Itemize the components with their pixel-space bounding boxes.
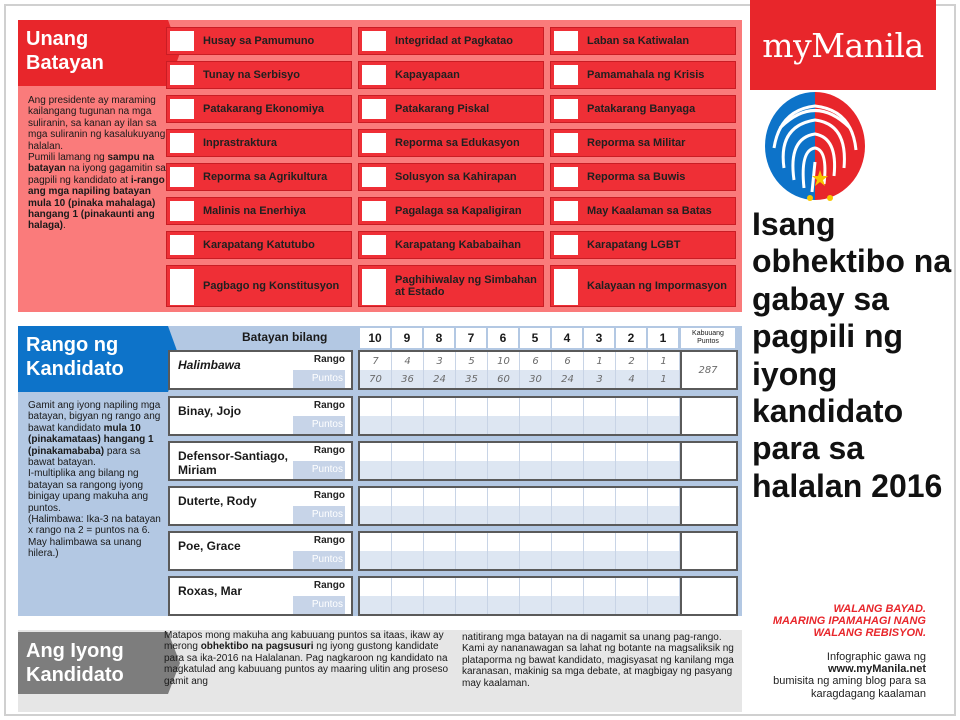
criterion-label: Integridad at Pagkatao [395, 35, 513, 47]
criterion-checkbox[interactable] [554, 235, 578, 255]
criterion-label: Paghihiwalay ng Simbahan at Estado [395, 274, 537, 298]
section1-title [18, 20, 168, 86]
points-cell[interactable] [488, 506, 520, 524]
rank-label: Rango [313, 580, 345, 591]
criterion-label: Reporma sa Agrikultura [203, 171, 328, 183]
criterion-checkbox[interactable] [554, 31, 578, 51]
points-cell[interactable] [456, 416, 488, 434]
points-cell[interactable] [520, 596, 552, 614]
points-cell: 70 [360, 370, 392, 388]
rank-cell[interactable] [584, 533, 616, 551]
points-label: Puntos [293, 416, 345, 434]
rank-cell[interactable] [552, 488, 584, 506]
criterion-checkbox[interactable] [554, 65, 578, 85]
criterion-checkbox[interactable] [362, 201, 386, 221]
points-cell: 4 [616, 370, 648, 388]
points-cell[interactable] [424, 551, 456, 569]
criteria-number: 2 [616, 328, 646, 348]
criterion-checkbox[interactable] [170, 269, 194, 305]
points-cell[interactable] [456, 506, 488, 524]
criterion-label: Malinis na Enerhiya [203, 205, 306, 217]
criterion-item [550, 27, 736, 55]
total-points-cell[interactable] [680, 443, 734, 479]
rank-cell[interactable] [488, 488, 520, 506]
criterion-checkbox[interactable] [170, 31, 194, 51]
score-cells [358, 396, 738, 436]
criterion-label: Patakarang Banyaga [587, 103, 696, 115]
rank-cell[interactable] [584, 443, 616, 461]
candidate-name: Duterte, Rody [178, 494, 257, 508]
points-cell[interactable] [456, 461, 488, 479]
criterion-label: Tunay na Serbisyo [203, 69, 300, 81]
points-cell[interactable] [488, 461, 520, 479]
criterion-item [550, 129, 736, 157]
criterion-item [358, 163, 544, 191]
criterion-label: Karapatang LGBT [587, 239, 681, 251]
points-cell[interactable] [360, 416, 392, 434]
rank-cell[interactable] [360, 578, 392, 596]
score-cells [358, 486, 738, 526]
criteria-number: 8 [424, 328, 454, 348]
points-cell[interactable] [360, 506, 392, 524]
criteria-number-label: Batayan bilang [242, 330, 328, 344]
criterion-item [550, 197, 736, 225]
criterion-label: Laban sa Katiwalan [587, 35, 690, 47]
criterion-checkbox[interactable] [362, 99, 386, 119]
rank-cell[interactable] [648, 578, 680, 596]
criterion-checkbox[interactable] [554, 269, 578, 305]
criterion-checkbox[interactable] [362, 167, 386, 187]
points-cell[interactable] [392, 551, 424, 569]
candidate-name-cell [168, 576, 353, 616]
criterion-checkbox[interactable] [170, 235, 194, 255]
points-cell[interactable] [392, 596, 424, 614]
section-ang-iyong-kandidato [18, 630, 742, 712]
total-points-cell[interactable] [680, 488, 734, 524]
rank-cell[interactable] [360, 443, 392, 461]
rank-label: Rango [313, 445, 345, 456]
rank-cell[interactable] [584, 398, 616, 416]
points-cell[interactable] [456, 596, 488, 614]
points-cell[interactable] [616, 461, 648, 479]
candidate-row [168, 486, 738, 526]
criteria-number: 1 [648, 328, 678, 348]
points-cell[interactable] [424, 506, 456, 524]
criterion-checkbox[interactable] [170, 167, 194, 187]
score-cells [358, 441, 738, 481]
points-cell[interactable] [616, 596, 648, 614]
criterion-checkbox[interactable] [554, 133, 578, 153]
total-points-cell: 287 [680, 352, 734, 388]
section2-title [18, 326, 168, 392]
criterion-item [358, 265, 544, 307]
rank-cell[interactable] [520, 533, 552, 551]
points-cell[interactable] [392, 416, 424, 434]
points-cell[interactable] [616, 506, 648, 524]
points-cell[interactable] [552, 551, 584, 569]
section2-title-line1: Rango ng [26, 334, 119, 356]
points-cell: 1 [648, 370, 680, 388]
section1-title-line2: Batayan [26, 52, 104, 74]
rank-cell[interactable] [616, 488, 648, 506]
candidate-name-cell [168, 441, 353, 481]
points-cell[interactable] [424, 461, 456, 479]
points-cell[interactable] [392, 506, 424, 524]
points-cell[interactable] [616, 551, 648, 569]
rank-cell[interactable] [392, 533, 424, 551]
points-cell[interactable] [584, 506, 616, 524]
rank-cell[interactable] [456, 533, 488, 551]
criterion-label: Kalayaan ng Impormasyon [587, 280, 727, 292]
criterion-checkbox[interactable] [170, 65, 194, 85]
criterion-item [358, 27, 544, 55]
site-link[interactable]: www.myManila.net [827, 663, 926, 676]
rank-cell[interactable] [488, 443, 520, 461]
rank-cell[interactable] [392, 398, 424, 416]
rank-cell[interactable] [552, 443, 584, 461]
headline: Isang obhektibo na gabay sa pagpili ng iyong kandidato para sa halalan 2016 [752, 206, 952, 504]
section1-title-line1: Unang [26, 28, 89, 50]
rank-cell[interactable] [648, 443, 680, 461]
rank-label: Rango [313, 354, 345, 365]
rank-cell[interactable] [488, 398, 520, 416]
rank-cell[interactable] [552, 578, 584, 596]
section2-desc-p3: (Halimbawa: Ika-3 na batayan x rango na 2 = puntos na 6. May halimbawa sa unang hilera.) [28, 514, 161, 560]
section-rango-ng-kandidato [18, 326, 742, 616]
rank-cell: 6 [520, 352, 552, 370]
points-cell[interactable] [392, 461, 424, 479]
score-cells [358, 531, 738, 571]
rank-cell[interactable] [616, 443, 648, 461]
candidate-row [168, 576, 738, 616]
rank-cell[interactable] [392, 488, 424, 506]
total-points-header: Kabuuang Puntos [681, 328, 735, 348]
rank-cell[interactable] [488, 578, 520, 596]
criterion-item [166, 61, 352, 89]
criteria-number: 7 [456, 328, 486, 348]
points-cell[interactable] [424, 416, 456, 434]
criterion-checkbox[interactable] [170, 201, 194, 221]
rank-cell[interactable] [360, 398, 392, 416]
points-cell[interactable] [424, 596, 456, 614]
rank-cell[interactable] [360, 488, 392, 506]
points-label: Puntos [293, 370, 345, 388]
criterion-checkbox[interactable] [362, 31, 386, 51]
criterion-item [166, 231, 352, 259]
free-distribution-notice: WALANG BAYAD. MAARING IPAMAHAGI NANG WALANG REBISYON. [772, 603, 926, 639]
candidate-row [168, 531, 738, 571]
rank-cell[interactable] [584, 578, 616, 596]
criterion-item [358, 197, 544, 225]
points-cell[interactable] [520, 416, 552, 434]
points-cell[interactable] [360, 596, 392, 614]
criterion-label: Pamamahala ng Krisis [587, 69, 705, 81]
points-cell[interactable] [552, 461, 584, 479]
criterion-label: Karapatang Kababaihan [395, 239, 521, 251]
points-cell: 36 [392, 370, 424, 388]
criterion-label: Patakarang Piskal [395, 103, 490, 115]
criterion-item [550, 163, 736, 191]
criterion-label: Kapayapaan [395, 69, 460, 81]
mymanila-logo: myManila [750, 0, 936, 90]
criterion-item [166, 95, 352, 123]
points-cell[interactable] [616, 416, 648, 434]
criterion-checkbox[interactable] [362, 269, 386, 305]
rank-cell[interactable] [424, 533, 456, 551]
criteria-number: 5 [520, 328, 550, 348]
section1-description [28, 95, 168, 232]
section2-desc-p2: I-multiplika ang bilang ng batayan sa rangong iyong binigay upang makuha ang puntos. [28, 468, 149, 514]
total-points-cell[interactable] [680, 533, 734, 569]
criterion-item [166, 163, 352, 191]
rank-cell[interactable] [424, 443, 456, 461]
rank-cell[interactable] [488, 533, 520, 551]
points-cell[interactable] [552, 596, 584, 614]
rank-cell: 6 [552, 352, 584, 370]
criterion-label: Pagbago ng Konstitusyon [203, 280, 340, 292]
criterion-item [550, 61, 736, 89]
points-cell[interactable] [584, 596, 616, 614]
points-cell: 3 [584, 370, 616, 388]
points-cell[interactable] [520, 461, 552, 479]
rank-cell[interactable] [424, 398, 456, 416]
rank-cell[interactable] [616, 398, 648, 416]
criteria-number: 3 [584, 328, 614, 348]
criterion-checkbox[interactable] [554, 167, 578, 187]
rank-cell[interactable] [616, 533, 648, 551]
points-cell[interactable] [456, 551, 488, 569]
criterion-label: May Kaalaman sa Batas [587, 205, 712, 217]
rank-cell[interactable] [424, 488, 456, 506]
points-label: Puntos [293, 461, 345, 479]
criterion-item [550, 265, 736, 307]
rank-cell[interactable] [520, 398, 552, 416]
points-cell: 60 [488, 370, 520, 388]
criterion-label: Reporma sa Buwis [587, 171, 686, 183]
total-points-cell[interactable] [680, 578, 734, 614]
points-cell[interactable] [488, 551, 520, 569]
section3-title-line1: Ang Iyong [26, 640, 124, 662]
criterion-item [166, 129, 352, 157]
criterion-label: Reporma sa Militar [587, 137, 686, 149]
criterion-checkbox[interactable] [170, 99, 194, 119]
rank-cell: 1 [648, 352, 680, 370]
fingerprint-flag-icon [760, 88, 870, 208]
points-label: Puntos [293, 596, 345, 614]
points-cell[interactable] [584, 551, 616, 569]
criterion-item [550, 95, 736, 123]
section1-desc-p2: Pumili lamang ng sampu na batayan na iyong gagamitin sa pagpili ng kandidato at i-rango ang mga napiling batayan mula 10 (pinaka mahalaga) hangang 1 (pinakaunti ang halaga). [28, 152, 166, 232]
candidate-row [168, 396, 738, 436]
criteria-number: 4 [552, 328, 582, 348]
rank-cell[interactable] [616, 578, 648, 596]
rank-cell[interactable] [648, 398, 680, 416]
criterion-label: Karapatang Katutubo [203, 239, 315, 251]
criterion-label: Solusyon sa Kahirapan [395, 171, 517, 183]
candidate-name-cell [168, 486, 353, 526]
rank-cell[interactable] [584, 488, 616, 506]
rank-cell: 3 [424, 352, 456, 370]
score-cells [358, 576, 738, 616]
points-cell[interactable] [648, 596, 680, 614]
candidate-row [168, 441, 738, 481]
points-cell[interactable] [520, 551, 552, 569]
section3-title [18, 632, 168, 694]
candidate-name: Defensor-Santiago, Miriam [178, 449, 289, 477]
section2-description [28, 400, 168, 560]
points-cell[interactable] [488, 416, 520, 434]
points-cell[interactable] [520, 506, 552, 524]
rank-cell[interactable] [552, 533, 584, 551]
section3-title-line2: Kandidato [26, 664, 124, 686]
criterion-item [166, 27, 352, 55]
criterion-label: Husay sa Pamumuno [203, 35, 315, 47]
criterion-checkbox[interactable] [362, 133, 386, 153]
rank-cell: 5 [456, 352, 488, 370]
rank-cell[interactable] [392, 443, 424, 461]
example-row [168, 350, 738, 390]
rank-cell[interactable] [456, 398, 488, 416]
candidate-name: Poe, Grace [178, 539, 241, 553]
rank-cell[interactable] [520, 578, 552, 596]
points-label: Puntos [293, 551, 345, 569]
criterion-item [358, 231, 544, 259]
criterion-item [166, 265, 352, 307]
criterion-label: Pagalaga sa Kapaligiran [395, 205, 522, 217]
candidate-name: Binay, Jojo [178, 404, 242, 418]
candidate-name-cell [168, 396, 353, 436]
candidate-name-cell [168, 350, 353, 390]
candidate-name: Halimbawa [178, 358, 241, 372]
points-cell[interactable] [584, 461, 616, 479]
section-unang-batayan [18, 20, 742, 312]
rank-cell[interactable] [520, 443, 552, 461]
points-cell[interactable] [552, 506, 584, 524]
criterion-item [550, 231, 736, 259]
criteria-number: 10 [360, 328, 390, 348]
points-cell[interactable] [488, 596, 520, 614]
candidate-name-cell [168, 531, 353, 571]
section1-desc-p1: Ang presidente ay maraming kailangang tugunan na mga suliranin, sa kanan ay ilan sa mga suliranin ng kasalukuyang halalan. [28, 95, 166, 152]
candidate-name: Roxas, Mar [178, 584, 243, 598]
rank-cell: 7 [360, 352, 392, 370]
section2-desc-p1: Gamit ang iyong napiling mga batayan, bigyan ng rango ang bawat kandidato mula 10 (pinakamataas) hangang 1 (pinakamababa) para sa bawat batayan. [28, 400, 161, 469]
points-cell: 24 [424, 370, 456, 388]
points-cell: 35 [456, 370, 488, 388]
points-cell: 30 [520, 370, 552, 388]
rank-cell[interactable] [360, 533, 392, 551]
criterion-item [358, 61, 544, 89]
total-points-cell[interactable] [680, 398, 734, 434]
rank-label: Rango [313, 490, 345, 501]
criterion-checkbox[interactable] [362, 235, 386, 255]
rank-label: Rango [313, 400, 345, 411]
section2-title-line2: Kandidato [26, 358, 124, 380]
section3-text-col2: natitirang mga batayan na di nagamit sa unang pag-rango. Kami ay nananawagan sa lahat ng botante na magsaliksik ng plataporma ng bawat kandidato, magisyasat ng kanilang mga karanasan, makinig sa mga debate, at magbigay ng pasyang may kaalaman. [462, 632, 734, 689]
rank-cell[interactable] [392, 578, 424, 596]
criterion-checkbox[interactable] [554, 201, 578, 221]
points-cell[interactable] [584, 416, 616, 434]
score-cells [358, 350, 738, 390]
section3-text-col1: Matapos mong makuha ang kabuuang puntos sa itaas, ikaw ay merong obhektibo na pagsusuri ng iyong gustong kandidate para sa ika-2016 na Halalanan. Pag nagkaroon ng kandidato na magkatulad ang kabuuang puntos ay maaring ulitin ang proseso gamit ang [164, 630, 449, 687]
rank-cell[interactable] [648, 488, 680, 506]
points-cell[interactable] [648, 506, 680, 524]
points-cell[interactable] [648, 416, 680, 434]
rank-cell[interactable] [456, 488, 488, 506]
criterion-label: Inprastraktura [203, 137, 277, 149]
points-cell[interactable] [360, 551, 392, 569]
rank-cell: 1 [584, 352, 616, 370]
rank-cell[interactable] [456, 578, 488, 596]
rank-cell[interactable] [648, 533, 680, 551]
criterion-item [358, 129, 544, 157]
criterion-checkbox[interactable] [362, 65, 386, 85]
criteria-number: 6 [488, 328, 518, 348]
points-cell[interactable] [552, 416, 584, 434]
rank-cell[interactable] [520, 488, 552, 506]
rank-cell: 4 [392, 352, 424, 370]
points-cell: 24 [552, 370, 584, 388]
points-cell[interactable] [648, 551, 680, 569]
points-cell[interactable] [648, 461, 680, 479]
rank-cell[interactable] [424, 578, 456, 596]
criterion-checkbox[interactable] [554, 99, 578, 119]
rank-label: Rango [313, 535, 345, 546]
rank-cell[interactable] [552, 398, 584, 416]
criterion-label: Patakarang Ekonomiya [203, 103, 325, 115]
criterion-item [358, 95, 544, 123]
points-label: Puntos [293, 506, 345, 524]
points-cell[interactable] [360, 461, 392, 479]
criterion-label: Reporma sa Edukasyon [395, 137, 520, 149]
criterion-item [166, 197, 352, 225]
rank-cell[interactable] [456, 443, 488, 461]
criteria-number: 9 [392, 328, 422, 348]
criterion-checkbox[interactable] [170, 133, 194, 153]
rank-cell: 10 [488, 352, 520, 370]
credit-note: Infographic gawa ng www.myManila.net bumisita ng aming blog para sa karagdagang kaalaman [773, 651, 926, 700]
rank-cell: 2 [616, 352, 648, 370]
